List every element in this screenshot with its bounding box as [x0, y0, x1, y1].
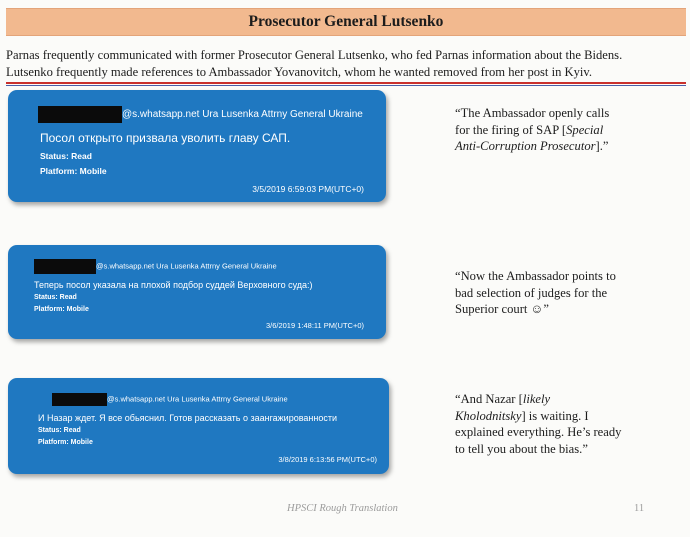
- redacted-number-block: [52, 393, 107, 406]
- translation-line: [455, 408, 621, 425]
- translation-text: ] is waiting. I: [521, 408, 589, 423]
- translation-line: Superior court ☺”: [455, 302, 549, 317]
- translation-2: [455, 268, 616, 318]
- translation-line: [455, 391, 621, 408]
- message-header: [52, 393, 288, 406]
- translation-text: for the firing of SAP [: [455, 122, 567, 137]
- redacted-number-block: [38, 106, 122, 123]
- message-timestamp: 3/5/2019 6:59:03 PM(UTC+0): [252, 184, 364, 194]
- translation-line: [455, 122, 609, 139]
- message-sender: @s.whatsapp.net Ura Lusenka Attrny General Ukraine: [107, 394, 288, 404]
- translation-italic: Special: [566, 122, 604, 137]
- section-title-text: Prosecutor General Lutsenko: [248, 13, 444, 30]
- section-title: [6, 8, 686, 36]
- redacted-number-block: [34, 259, 96, 274]
- message-sender: @s.whatsapp.net Ura Lusenka Attrny General Ukraine: [96, 261, 277, 271]
- message-status: Status: Read: [38, 427, 81, 434]
- translation-line: explained everything. He’s ready: [455, 425, 622, 440]
- translation-text: ].”: [595, 139, 609, 154]
- message-text: Посол открыто призвала уволить главу САП.: [40, 131, 291, 145]
- translation-text: “And Nazar [: [455, 392, 523, 406]
- translation-line: to tell you about the bias.”: [455, 441, 588, 456]
- whatsapp-message-1: [8, 90, 386, 202]
- translation-line: [455, 138, 609, 155]
- summary-paragraph: [6, 47, 690, 80]
- message-sender: @s.whatsapp.net Ura Lusenka Attrny General Ukraine: [122, 109, 363, 121]
- translation-italic: Anti-Corruption Prosecutor: [455, 139, 596, 154]
- summary-line-1: Parnas frequently communicated with former Prosecutor General Lutsenko, who fed Parnas information about the Bidens.: [6, 48, 623, 62]
- message-timestamp: 3/6/2019 1:48:11 PM(UTC+0): [265, 321, 364, 330]
- message-platform: Platform: Mobile: [38, 439, 93, 446]
- translation-italic: likely: [522, 392, 551, 406]
- message-text: И Назар ждет. Я все обьяснил. Готов рассказать о заангажированности: [38, 413, 337, 423]
- message-platform: Platform: Mobile: [40, 166, 107, 176]
- message-status: Status: Read: [34, 294, 77, 301]
- message-status: Status: Read: [40, 151, 92, 161]
- translation-3: [455, 391, 621, 457]
- translation-line: “The Ambassador openly calls: [455, 106, 610, 120]
- divider-blue: [6, 85, 686, 86]
- message-timestamp: 3/8/2019 6:13:56 PM(UTC+0): [278, 455, 377, 464]
- whatsapp-message-3: [8, 378, 389, 474]
- translation-italic: Kholodnitsky: [455, 408, 522, 423]
- translation-line: bad selection of judges for the: [455, 285, 608, 300]
- message-platform: Platform: Mobile: [34, 306, 89, 313]
- footer-label: HPSCI Rough Translation: [287, 503, 398, 514]
- summary-line-2: Lutsenko frequently made references to Ambassador Yovanovitch, whom he wanted removed from her post in Kyiv.: [6, 64, 593, 79]
- whatsapp-message-2: [8, 245, 386, 339]
- divider-red: [6, 82, 686, 84]
- translation-line: “Now the Ambassador points to: [455, 269, 616, 283]
- message-text: Теперь посол указала на плохой подбор суддей Верховного суда:): [34, 280, 313, 290]
- page-number: 11: [634, 503, 645, 514]
- message-header: [38, 106, 363, 123]
- message-header: [34, 259, 277, 274]
- translation-1: [455, 105, 609, 155]
